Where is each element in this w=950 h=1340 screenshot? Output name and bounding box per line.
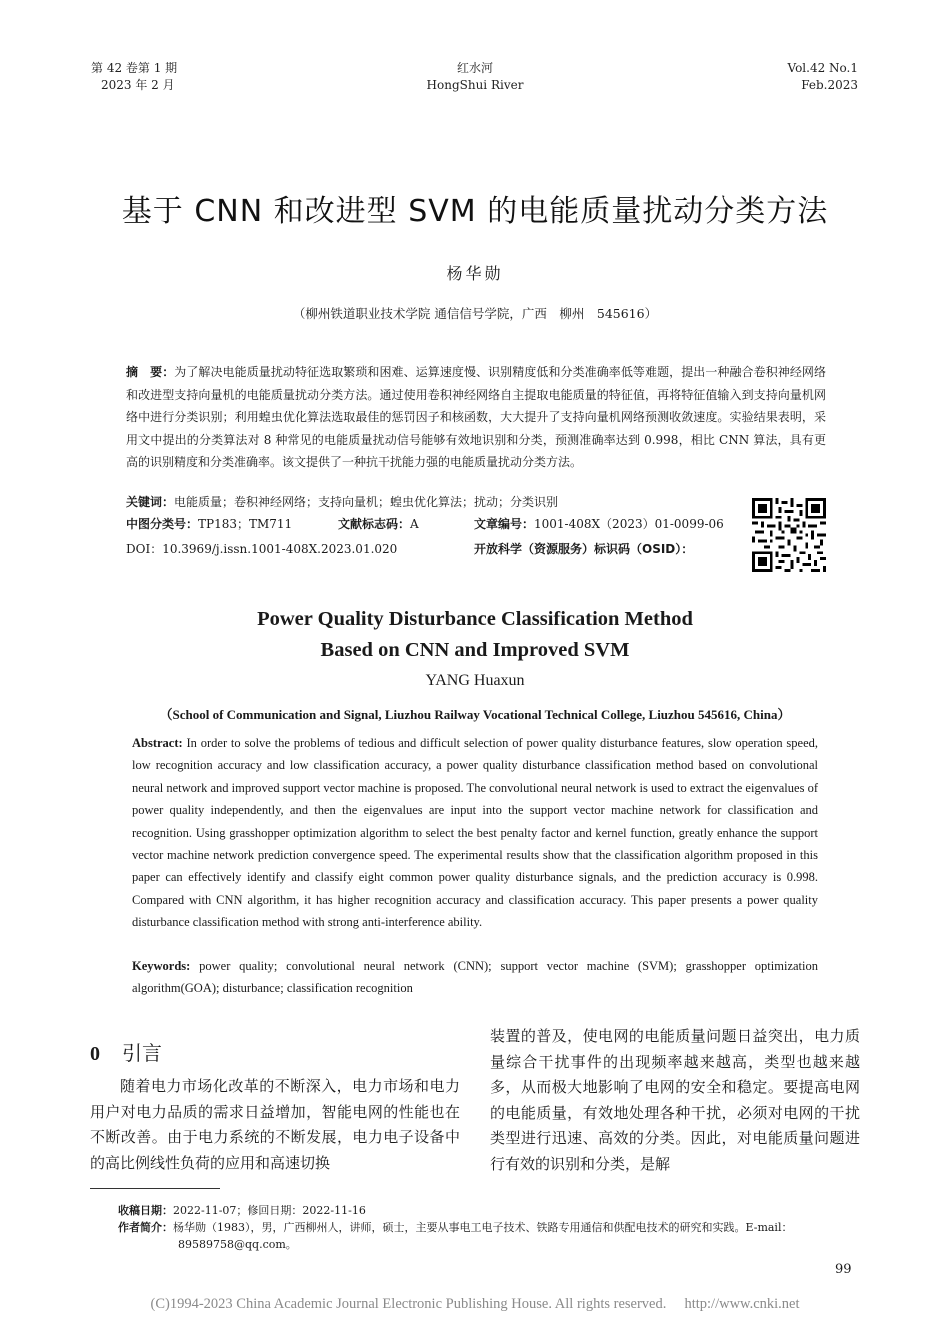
- keywords-en-label: Keywords:: [132, 959, 191, 973]
- article-number-value: 1001-408X（2023）01-0099-06: [534, 517, 724, 531]
- page-number: 99: [835, 1262, 852, 1277]
- abstract-cn-text: 为了解决电能质量扰动特征选取繁琐和困难、运算速度慢、识别精度低和分类准确率低等难题，提出一种融合卷积神经网络和改进型支持向量机的电能质量扰动分类方法。通过使用卷积神经网络自主提取电能质量的特征值，再将特征值输入到支持向量机网络中进行分类识别；利用蝗虫优化算法选取最佳的惩罚因子和核函数，大大提升了支持向量机网络预测收敛速度。实验结果表明，采用文中提出的分类算法对 8 种常见的电能质量扰动信号能够有效地识别和分类，预测准确率达到 0.998，相比 CNN 算法，具有更高的识别精度和分类准确率。该文提供了一种抗干扰能力强的电能质量扰动分类方法。: [126, 365, 826, 469]
- abstract-en-label: Abstract:: [132, 736, 183, 750]
- abstract-en: [132, 732, 818, 934]
- abstract-en-text: In order to solve the problems of tedious and difficult selection of power quality disturbance features, slow operation speed, low recognition accuracy and low classification accuracy, a power quality disturbance classification method based on convolutional neural network and improved support vector machine is proposed. The convolutional neural network is used to extract the eigenvalues of power quality independently, and then the eigenvalues are input into the support vector machine network for classification and recognition. Using grasshopper optimization algorithm to select the best penalty factor and kernel function, greatly enhance the support vector machine network prediction convergence speed. The experimental results show that the classification algorithm proposed in this paper can effectively identify and classify eight common power quality disturbance signals, and the prediction accuracy is 0.998. Compared with CNN algorithm, it has higher recognition accuracy and classification accuracy. This paper presents a power quality disturbance classification method with strong anti-interference ability.: [132, 736, 818, 930]
- footnote-received-label: 收稿日期：: [118, 1204, 173, 1217]
- osid-label: 开放科学（资源服务）标识码（OSID）：: [474, 542, 694, 556]
- keywords-cn-label: 关键词：: [126, 495, 175, 509]
- article-number: [474, 513, 724, 535]
- body-paragraph-right: 装置的普及，使电网的电能质量问题日益突出，电力质量综合干扰事件的出现频率越来越高，类型也越来越多，从而极大地影响了电网的安全和稳定。要提高电网的电能质量，有效地处理各种干扰，必须对电网的干扰类型进行迅速、高效的分类。因此，对电能质量问题进行有效的识别和分类，是解: [490, 1027, 860, 1173]
- osid: [474, 538, 693, 560]
- english-title: [0, 604, 950, 666]
- author-name: 杨华勋: [446, 264, 504, 283]
- header-journal-en: HongShui River: [426, 78, 524, 92]
- footnote-bio-text: 杨华勋（1983），男，广西柳州人，讲师，硕士，主要从事电工电子技术、铁路专用通信和供配电技术的研究和实践。E-mail：89589758@qq.com。: [173, 1221, 793, 1251]
- header-volume: 第 42 卷第 1 期: [91, 61, 178, 75]
- keywords-en-text: power quality; convolutional neural network (CNN); support vector machine (SVM); grasshopper optimization algorithm(GOA); disturbance; classification recognition: [132, 959, 818, 996]
- doc-code: [338, 513, 419, 535]
- doi-label: DOI：: [126, 542, 163, 556]
- english-title-line-1: Power Quality Disturbance Classification Method: [257, 608, 693, 630]
- footnote-received-text: 2022-11-07；修回日期：2022-11-16: [173, 1204, 366, 1217]
- qr-code-icon[interactable]: [752, 498, 826, 572]
- english-affiliation: （School of Communication and Signal, Liuzhou Railway Vocational Technical College, Liuzhou 545616, China）: [159, 707, 791, 722]
- doc-code-label: 文献标志码：: [338, 517, 411, 531]
- doc-code-value: A: [410, 517, 419, 531]
- header-date-en: Feb.2023: [801, 78, 858, 92]
- clc-value: TP183；TM711: [198, 517, 293, 531]
- section-title: 引言: [122, 1041, 162, 1065]
- english-title-line-2: Based on CNN and Improved SVM: [320, 639, 630, 661]
- page-title: 基于 CNN 和改进型 SVM 的电能质量扰动分类方法: [121, 194, 829, 229]
- keywords-en: [132, 955, 818, 1000]
- keywords-cn-text: 电能质量；卷积神经网络；支持向量机；蝗虫优化算法；扰动；分类识别: [174, 495, 559, 509]
- clc-number: [126, 513, 292, 535]
- copyright-footer: (C)1994-2023 China Academic Journal Electronic Publishing House. All rights reserved. http://www.cnki.net: [150, 1296, 800, 1312]
- keywords-cn: [126, 491, 558, 513]
- footnote-divider: [90, 1188, 220, 1189]
- article-number-label: 文章编号：: [474, 517, 535, 531]
- author-affiliation: （柳州铁道职业技术学院 通信信号学院，广西 柳州 545616）: [292, 306, 658, 321]
- footnote-received: [118, 1202, 858, 1219]
- header-date: 2023 年 2 月: [101, 78, 175, 92]
- abstract-cn-label: 摘 要：: [126, 365, 175, 379]
- footnote-author-bio: [118, 1219, 858, 1253]
- footnote-bio-label: 作者简介：: [118, 1221, 173, 1234]
- clc-label: 中图分类号：: [126, 517, 199, 531]
- english-author: YANG Huaxun: [425, 672, 525, 689]
- body-paragraph-left: 随着电力市场化改革的不断深入，电力市场和电力用户对电力品质的需求日益增加，智能电网的性能也在不断改善。由于电力系统的不断发展，电力电子设备中的高比例线性负荷的应用和高速切换: [90, 1077, 460, 1172]
- header-vol-en: Vol.42 No.1: [787, 61, 858, 75]
- abstract-cn: [126, 361, 826, 474]
- journal-issue-info-en: [788, 60, 859, 94]
- header-journal-cn: 红水河: [456, 61, 493, 75]
- doi: [126, 538, 397, 560]
- section-number: 0: [90, 1043, 100, 1065]
- section-heading: [90, 1037, 162, 1066]
- doi-value: 10.3969/j.issn.1001-408X.2023.01.020: [162, 542, 398, 556]
